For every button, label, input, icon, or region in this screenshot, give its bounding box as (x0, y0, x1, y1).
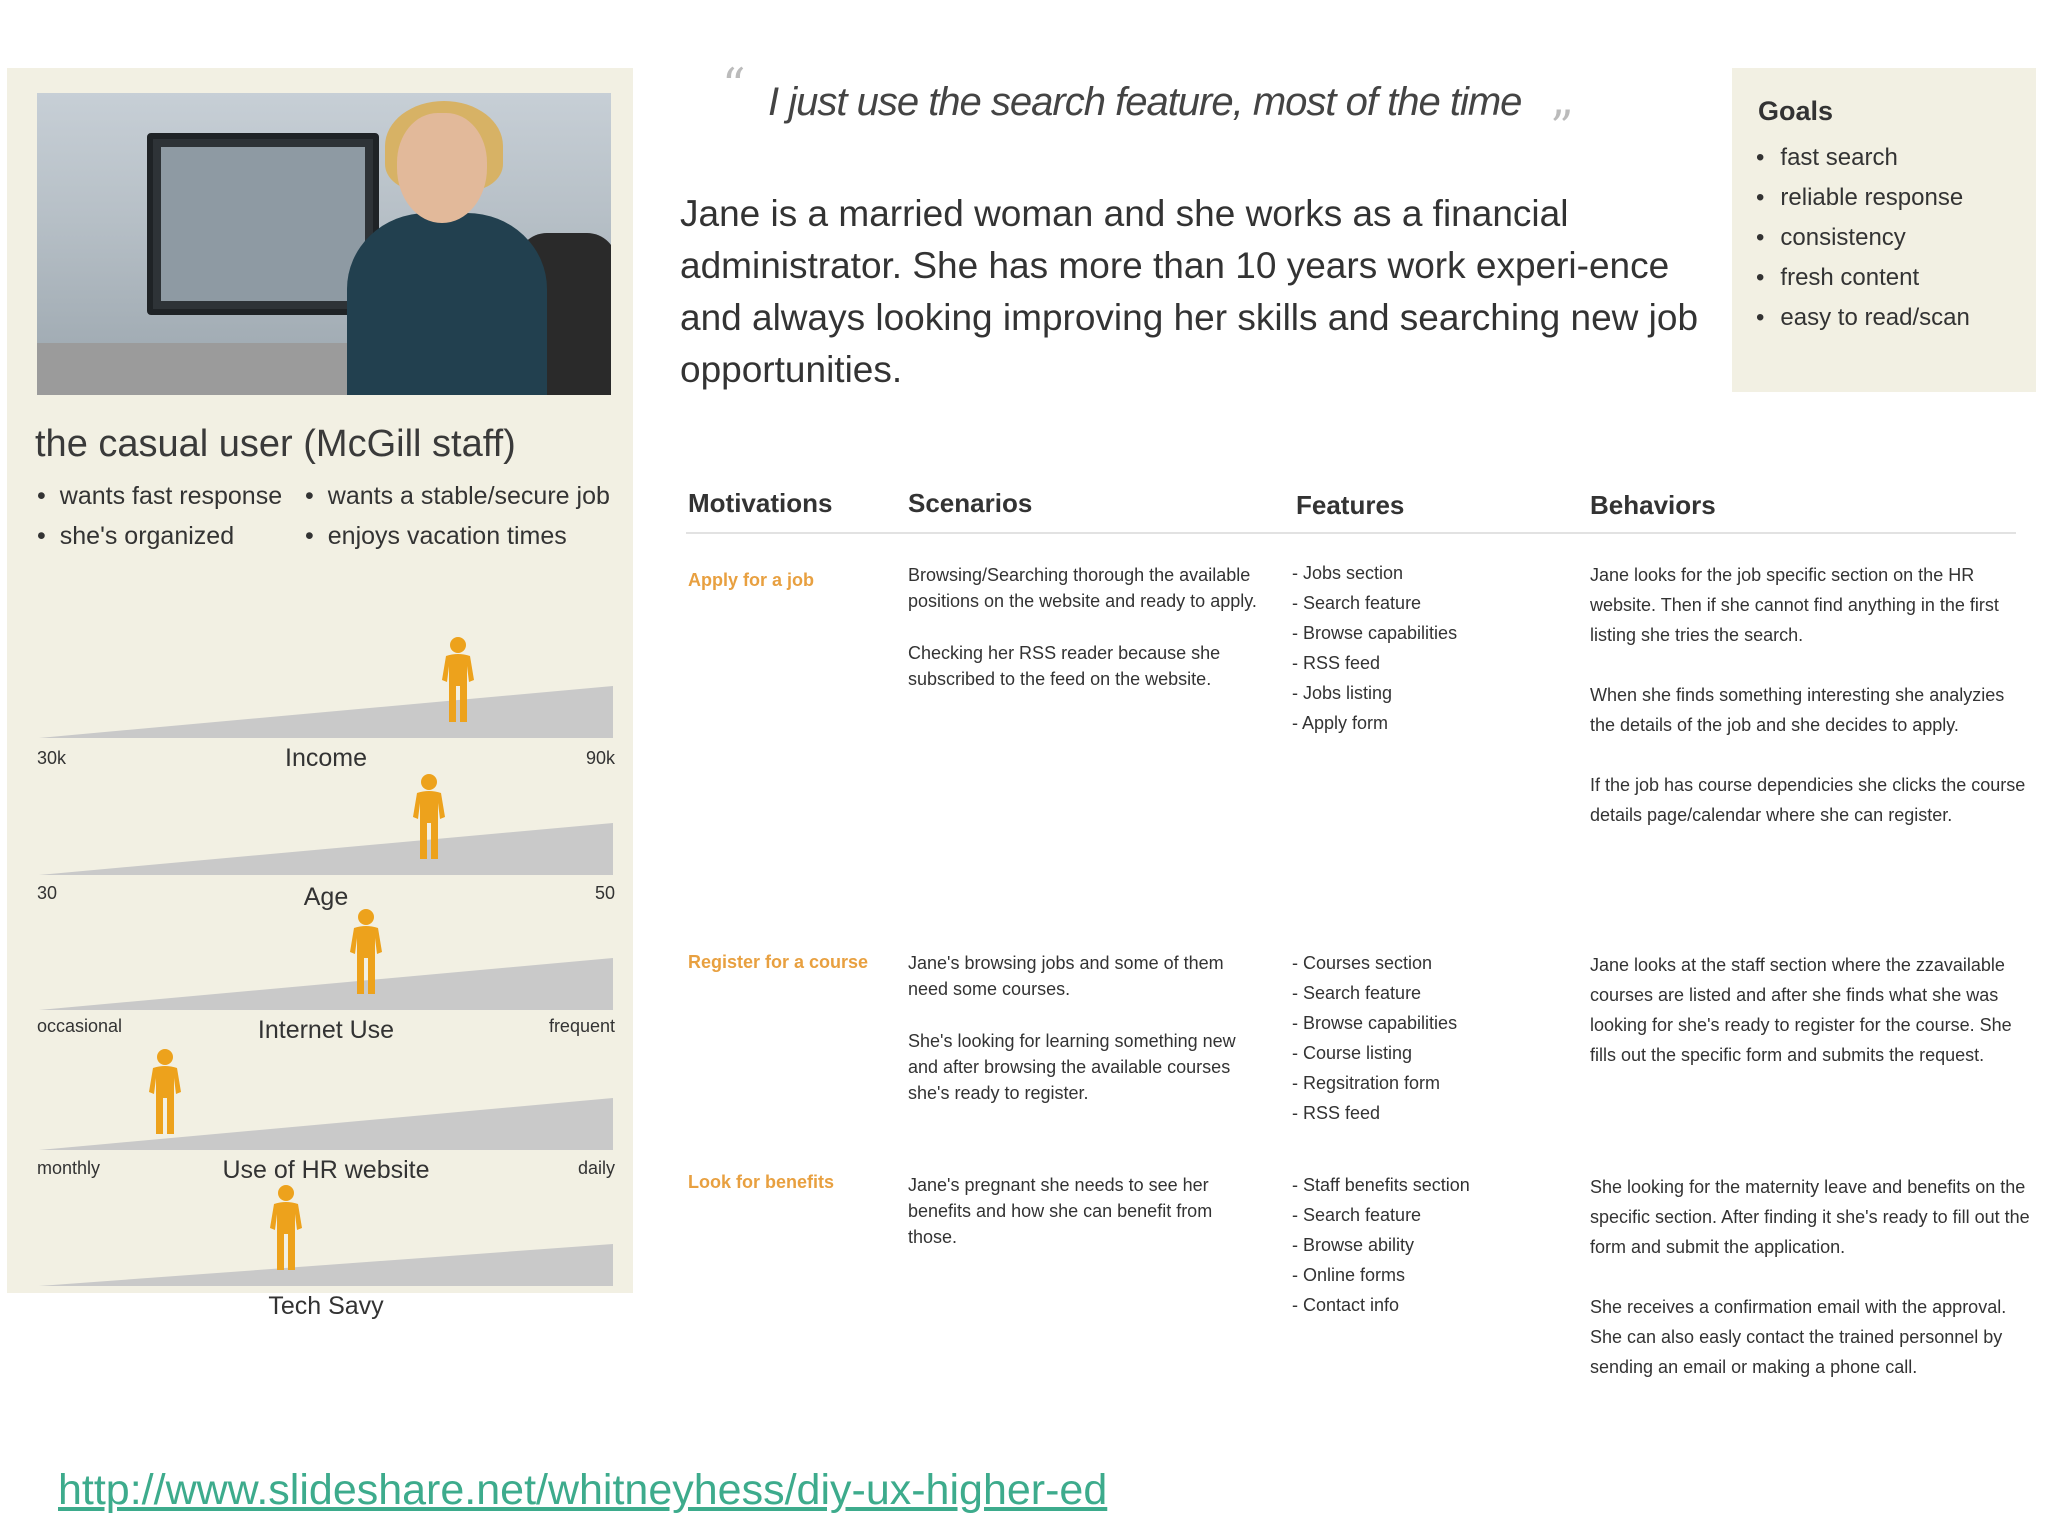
person-marker-icon (145, 1048, 185, 1136)
behavior-text: She receives a confirmation email with the approval. She can also easly contact the trained personnel by sending an email or making a phone call. (1590, 1297, 2007, 1377)
scale-max-label: daily (577, 1158, 615, 1178)
goals-list (1756, 138, 1970, 338)
behavior-text: Jane looks for the job specific section on the HR website. Then if she cannot find anything in the first listing she tries the search. (1590, 565, 1999, 645)
person-marker-icon (346, 908, 386, 996)
persona-title: the casual user (McGill staff) (35, 423, 516, 465)
feature-item: - Staff benefits section (1292, 1175, 1470, 1195)
behavior-text: Jane looks at the staff section where the zzavailable courses are listed and after she finds what she was looking for she's ready to register for the course. She fills out the specific form and submits the request. (1590, 955, 2012, 1065)
feature-item: - Regsitration form (1292, 1073, 1441, 1093)
trait-item: • wants a stable/secure job (305, 482, 610, 511)
features-apply-job (1292, 558, 1457, 738)
features-benefits (1292, 1170, 1470, 1320)
goals-box (1732, 68, 2036, 392)
feature-item: - Course listing (1292, 1043, 1413, 1063)
scale-label: Income (285, 744, 367, 772)
scale-label: Age (303, 883, 349, 911)
feature-item: - Browse ability (1292, 1235, 1415, 1255)
feature-item: - Courses section (1292, 953, 1433, 973)
person-marker-icon (266, 1184, 306, 1272)
feature-item: - Search feature (1292, 983, 1422, 1003)
behaviors-register-course (1590, 950, 2030, 1070)
scale-label: Internet Use (257, 1016, 395, 1044)
behavior-text: When she finds something interesting she analyzies the details of the job and she decides to apply. (1590, 685, 2005, 735)
motivation-benefits: Look for benefits (688, 1172, 835, 1192)
motivation-register-course: Register for a course (688, 952, 869, 972)
feature-item: - RSS feed (1292, 653, 1381, 673)
scale-label: Tech Savy (268, 1292, 384, 1320)
goal-item: • fresh content (1756, 258, 1970, 298)
goal-item: • fast search (1756, 138, 1970, 178)
feature-item: - Online forms (1292, 1265, 1406, 1285)
persona-quote: I just use the search feature, most of the time (768, 80, 1522, 124)
trait-item: • enjoys vacation times (305, 522, 567, 551)
scale-max-label: 90k (585, 748, 615, 768)
scale-min-label: 30 (37, 883, 58, 903)
feature-item: - Search feature (1292, 1205, 1422, 1225)
feature-item: - Browse capabilities (1292, 1013, 1458, 1033)
open-quote-icon: “ (722, 58, 746, 112)
motivation-apply-job: Apply for a job (688, 570, 814, 590)
persona-panel (7, 68, 633, 1320)
behavior-text: If the job has course dependicies she clicks the course details page/calendar where she can register. (1590, 775, 2026, 825)
goal-item: • easy to read/scan (1756, 298, 1970, 338)
scale-internet-use (37, 888, 615, 1044)
feature-item: - Search feature (1292, 593, 1422, 613)
header-features: Features (1296, 490, 1405, 520)
scale-income (37, 616, 615, 772)
feature-item: - RSS feed (1292, 1103, 1381, 1123)
feature-item: - Apply form (1292, 713, 1389, 733)
scenarios-benefits (908, 1172, 1258, 1250)
scale-hr-website (37, 1028, 615, 1184)
feature-item: - Jobs listing (1292, 683, 1393, 703)
scenario-text: Checking her RSS reader because she subscribed to the feed on the website. (908, 643, 1221, 689)
scale-label: Use of HR website (222, 1156, 430, 1184)
trait-item: • she's organized (37, 522, 234, 551)
person-marker-icon (409, 773, 449, 861)
header-scenarios: Scenarios (908, 488, 1033, 518)
scenarios-register-course (908, 950, 1258, 1106)
scenario-text: Jane's browsing jobs and some of them need some courses. (908, 953, 1224, 999)
scale-tech-savvy (39, 1164, 613, 1320)
behaviors-apply-job (1590, 560, 2030, 830)
feature-item: - Contact info (1292, 1295, 1400, 1315)
person-marker-icon (438, 636, 478, 724)
persona-bio: Jane is a married woman and she works as a financial administrator. She has more than 10 years work experi-ence and always looking improving her skills and searching new job opportunities. (680, 193, 1699, 390)
goal-item: • consistency (1756, 218, 1970, 258)
behavior-text: She looking for the maternity leave and benefits on the specific section. After finding it she's ready to fill out the form and submit the application. (1590, 1177, 2030, 1257)
scale-min-label: occasional (37, 1016, 123, 1036)
scale-min-label: monthly (37, 1158, 101, 1178)
header-motivations: Motivations (688, 488, 833, 518)
features-register-course (1292, 948, 1457, 1128)
trait-item: • wants fast response (37, 482, 282, 511)
scenario-text: Jane's pregnant she needs to see her benefits and how she can benefit from those. (908, 1175, 1213, 1247)
goals-title: Goals (1758, 96, 1834, 126)
table-divider (686, 532, 2016, 534)
persona-scales (7, 68, 633, 1320)
close-quote-icon: ” (1550, 100, 1574, 154)
header-behaviors: Behaviors (1590, 490, 1716, 520)
behaviors-benefits (1590, 1172, 2030, 1382)
scenarios-apply-job (908, 562, 1258, 692)
feature-item: - Jobs section (1292, 563, 1404, 583)
goal-item: • reliable response (1756, 178, 1970, 218)
source-link[interactable]: http://www.slideshare.net/whitneyhess/diy-ux-higher-ed (58, 1466, 1108, 1514)
scale-min-label: 30k (37, 748, 67, 768)
feature-item: - Browse capabilities (1292, 623, 1458, 643)
scenario-text: She's looking for learning something new and after browsing the available courses she's ready to register. (908, 1031, 1236, 1103)
scale-max-label: 50 (594, 883, 615, 903)
scenario-text: Browsing/Searching thorough the available positions on the website and ready to apply. (908, 565, 1257, 611)
scale-age (37, 753, 615, 911)
scale-max-label: frequent (548, 1016, 615, 1036)
